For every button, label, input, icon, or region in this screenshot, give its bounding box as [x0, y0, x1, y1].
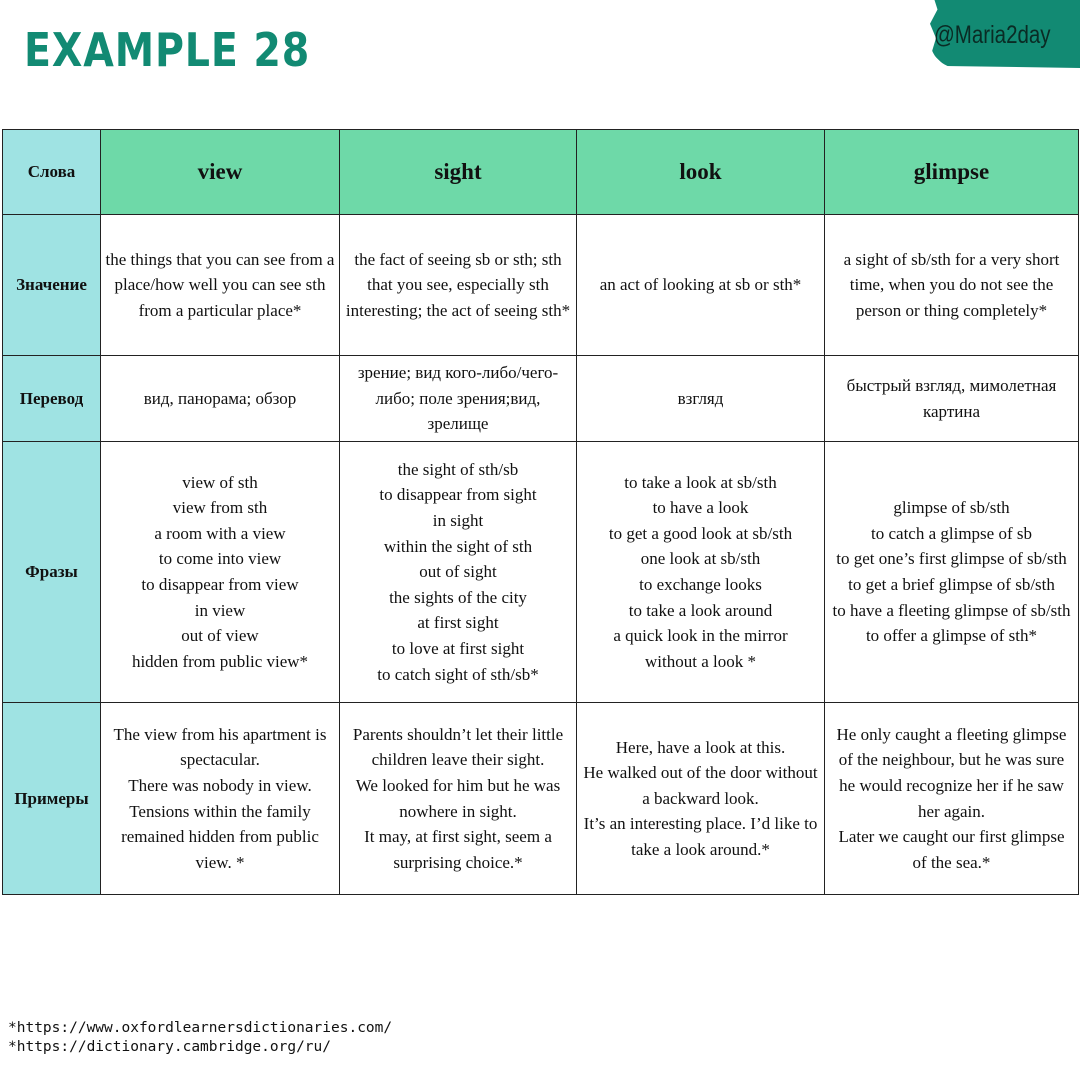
cell-line: to catch a glimpse of sb — [871, 523, 1032, 543]
table-cell — [577, 442, 825, 703]
table-cell — [101, 442, 340, 703]
cell-line: person or thing completely* — [855, 300, 1048, 320]
cell-line: the things that you can see from a — [105, 249, 335, 269]
row-label: Перевод — [3, 356, 101, 442]
word-header-view: view — [101, 130, 340, 215]
cell-line: to have a fleeting glimpse of sb/sth — [832, 600, 1071, 620]
cell-line: to get a good look at sb/sth — [608, 523, 793, 543]
cell-line: spectacular. — [180, 750, 260, 770]
cell-line: He only caught a fleeting glimpse — [836, 724, 1067, 744]
table-cell — [577, 215, 825, 356]
cell-line: The view from his apartment is — [113, 724, 327, 744]
cell-line: remained hidden from public — [121, 827, 319, 847]
cell-line: he would recognize her if he saw — [839, 775, 1064, 795]
cell-line: to disappear from view — [141, 575, 299, 594]
cell-line: an act of looking at sb or sth* — [599, 275, 802, 295]
cell-line: to get a brief glimpse of sb/sth — [848, 575, 1055, 594]
source-link: *https://www.oxfordlearnersdictionaries.com/ — [8, 1020, 393, 1036]
page-title: EXAMPLE 28 — [24, 23, 311, 77]
cell-line: to get one’s first glimpse of sb/sth — [836, 549, 1067, 569]
cell-line: of the sea.* — [912, 852, 991, 872]
cell-line: in sight — [432, 511, 484, 531]
cell-line: time, when you do not see the — [849, 275, 1054, 295]
table-row — [3, 442, 1079, 703]
cell-line: glimpse of sb/sth — [893, 498, 1010, 518]
word-header-sight: sight — [340, 130, 577, 215]
row-label: Фразы — [3, 442, 101, 703]
cell-line: to take a look at sb/sth — [624, 472, 777, 492]
cell-line: It’s an interesting place. I’d like to — [583, 814, 818, 834]
cell-line: within the sight of sth — [383, 536, 533, 556]
cell-line: from a particular place* — [138, 300, 302, 320]
cell-line: Here, have a look at this. — [615, 737, 786, 757]
cell-line: to catch sight of sth/sb* — [377, 664, 539, 684]
cell-line: We looked for him but he was — [355, 775, 561, 795]
cell-line: place/how well you can see sth — [114, 275, 326, 295]
row-label: Примеры — [3, 703, 101, 895]
cell-line: Tensions within the family — [129, 801, 311, 821]
table-cell — [101, 215, 340, 356]
cell-line: картина — [923, 401, 980, 421]
table-cell — [101, 356, 340, 442]
source-link: *https://dictionary.cambridge.org/ru/ — [8, 1039, 332, 1055]
cell-line: without a look * — [645, 651, 756, 671]
cell-line: to disappear from sight — [379, 485, 537, 505]
table-row — [3, 215, 1079, 356]
table-cell — [825, 215, 1079, 356]
cell-line: the fact of seeing sb or sth; sth — [354, 249, 562, 269]
cell-line: the sight of sth/sb — [397, 459, 519, 479]
word-header-look: look — [577, 130, 825, 215]
cell-line: to have a look — [652, 498, 749, 518]
cell-line: to offer a glimpse of sth* — [865, 626, 1038, 646]
cell-line: There was nobody in view. — [128, 775, 312, 795]
cell-line: It may, at first sight, seem a — [364, 827, 552, 847]
table-cell — [825, 356, 1079, 442]
cell-line: зрелище — [427, 414, 489, 434]
cell-line: view of sth — [182, 472, 258, 492]
cell-line: to exchange looks — [639, 575, 762, 594]
cell-line: nowhere in sight. — [399, 801, 517, 821]
row-label: Значение — [3, 215, 101, 356]
cell-line: зрение; вид кого-либо/чего- — [357, 363, 559, 383]
cell-line: Parents shouldn’t let their little — [352, 724, 564, 744]
cell-line: view. * — [195, 852, 245, 872]
cell-line: a sight of sb/sth for a very short — [843, 249, 1060, 269]
cell-line: interesting; the act of seeing sth* — [345, 300, 571, 320]
cell-line: hidden from public view* — [131, 651, 309, 671]
cell-line: взгляд — [677, 388, 724, 408]
cell-line: a quick look in the mirror — [613, 626, 788, 646]
table-row — [3, 703, 1079, 895]
author-handle: @Maria2day — [934, 21, 1051, 49]
cell-line: to come into view — [158, 549, 282, 569]
table-cell — [340, 442, 577, 703]
cell-line: out of view — [181, 626, 259, 646]
cell-line: at first sight — [417, 613, 499, 633]
cell-line: Later we caught our first glimpse — [838, 827, 1065, 847]
cell-line: a backward look. — [642, 788, 759, 808]
cell-line: вид, панорама; обзор — [143, 388, 297, 408]
cell-line: быстрый взгляд, мимолетная — [846, 375, 1057, 395]
table-cell — [577, 703, 825, 895]
cell-line: the sights of the city — [389, 587, 527, 607]
cell-line: in view — [194, 600, 246, 620]
cell-line: He walked out of the door without — [583, 763, 818, 783]
table-row — [3, 356, 1079, 442]
table-cell — [340, 356, 577, 442]
cell-line: take a look around.* — [631, 839, 770, 859]
cell-line: of the neighbour, but he was sure — [838, 750, 1065, 770]
cell-line: one look at sb/sth — [640, 549, 761, 569]
table-cell — [825, 703, 1079, 895]
vocabulary-table — [2, 129, 1079, 895]
word-header-glimpse: glimpse — [825, 130, 1079, 215]
corner-cell: Слова — [3, 130, 101, 215]
table-cell — [340, 703, 577, 895]
header-row — [3, 130, 1079, 215]
cell-line: surprising choice.* — [393, 852, 523, 872]
cell-line: out of sight — [419, 562, 497, 582]
cell-line: to take a look around — [628, 600, 773, 620]
cell-line: view from sth — [172, 498, 268, 518]
cell-line: a room with a view — [154, 523, 286, 543]
cell-line: либо; поле зрения;вид, — [375, 388, 541, 408]
table-cell — [825, 442, 1079, 703]
table-cell — [340, 215, 577, 356]
cell-line: her again. — [917, 801, 986, 821]
cell-line: that you see, especially sth — [367, 275, 549, 295]
table-cell — [101, 703, 340, 895]
cell-line: to love at first sight — [391, 638, 525, 658]
cell-line: children leave their sight. — [371, 750, 545, 770]
table-cell — [577, 356, 825, 442]
source-links — [8, 1019, 392, 1057]
